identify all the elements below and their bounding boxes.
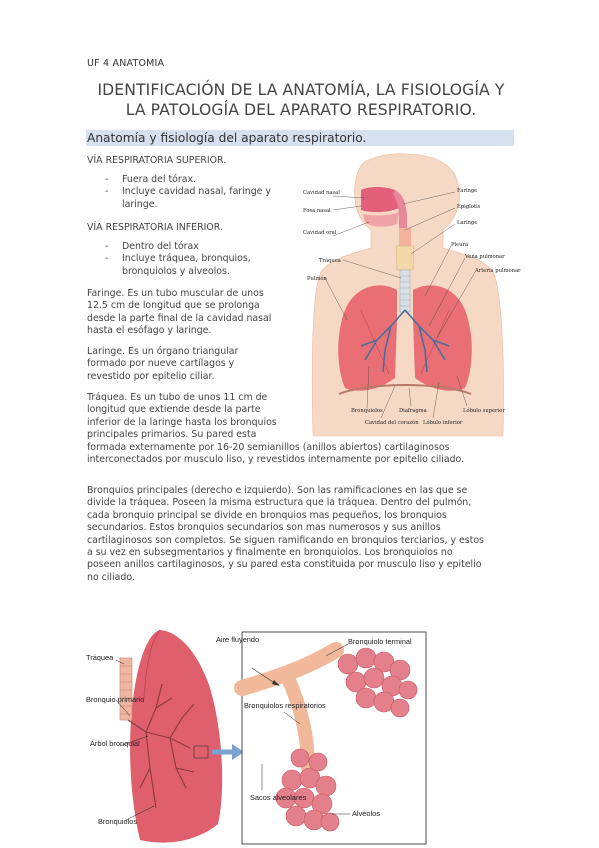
title-line-2: LA PATOLOGÍA DEL APARATO RESPIRATORIO.	[125, 101, 477, 119]
title-line-1: IDENTIFICACIÓN DE LA ANATOMÍA, LA FISIOLOGÍA Y	[97, 81, 505, 99]
list-item: - Incluye cavidad nasal, faringe y laringe.	[87, 186, 282, 211]
label-fosa-nasal: Fosa nasal	[303, 208, 331, 214]
lower-airway-list	[87, 241, 277, 278]
label-aire-fluyendo: Aire fluyendo	[216, 635, 260, 644]
label-cavidad-nasal: Cavidad nasal	[303, 190, 340, 196]
label-faringe: Faringe	[457, 188, 478, 194]
list-item: - Incluye tráquea, bronquios, bronquiolos y alveolos.	[87, 253, 262, 278]
label-arteria-pulmonar: Arteria pulmonar	[475, 268, 521, 274]
label-lobulo-inferior: Lóbulo inferior	[423, 420, 463, 426]
label-lobulo-superior: Lóbulo superior	[463, 408, 505, 414]
label-pulmon: Pulmón	[307, 276, 327, 282]
label-epiglotis: Epiglotis	[457, 204, 481, 210]
label-laringe: Laringe	[457, 220, 478, 226]
paragraph-traquea: Tráquea. Es un tubo de unos 11 cm de longitud que extiende desde la parte inferior de la laringe hasta los bronquios principales primarios. Su pared esta formada externamente por 16-20 semianillos (anillos abiertos) cartilaginosos interconectados por musculo liso, y revestidos internamente por epitelio ciliado.	[87, 392, 465, 466]
document-title	[86, 80, 516, 120]
upper-airway-list	[87, 174, 297, 211]
list-item: - Fuera del tórax.	[87, 174, 297, 186]
upper-airway-heading: VÍA RESPIRATORIA SUPERIOR.	[87, 155, 227, 166]
list-item: - Dentro del tórax	[87, 241, 277, 253]
label-bronquio-primario: Bronquio primario	[86, 695, 145, 704]
respiratory-system-figure	[299, 150, 521, 436]
section-title: Anatomía y fisiología del aparato respiratorio.	[87, 131, 367, 145]
paragraph-bronquios: Bronquios principales (derecho e izquierdo). Son las ramificaciones en las que se divide la tráquea. Poseen la misma estructura que la tráquea. Dentro del pulmón, cada bronquio principal se divide en bronquios mas pequeños, los bronquios secundarios. Estos bronquios secundarios son mas numerosos y sus anillos cartilaginosos son completos. Se siguen ramificando en bronquios terciarios, y estos a su vez en subsegmentarios y finalmente en bronquiolos. Los bronquiolos no poseen anillos cartilaginosos, y su pared esta constituida por musculo liso y epitelio no ciliado.	[87, 485, 484, 583]
label-bronquiolo-terminal: Bronquiolo terminal	[348, 637, 412, 646]
label-cavidad-corazon: Cavidad del corazón	[365, 420, 419, 426]
label-vena-pulmonar: Vena pulmonar	[465, 254, 505, 260]
lower-airway-heading: VÍA RESPIRATORIA INFERIOR.	[87, 222, 223, 233]
label-cavidad-oral: Cavidad oral	[303, 230, 337, 236]
paragraph-laringe: Laringe. Es un órgano triangular formado por nueve cartílagos y revestido por epitelio ciliar.	[87, 346, 239, 382]
label-sacos-alveolares: Sacos alveolares	[250, 793, 307, 802]
bronchial-tree-figure	[86, 628, 426, 846]
paragraph-faringe: Faringe. Es un tubo muscular de unos 12.5 cm de longitud que se prolonga desde la parte final de la cavidad nasal hasta el esófago y laringe.	[87, 288, 272, 337]
label-arbol-bronquial: Árbol bronquial	[90, 739, 140, 748]
label-bronquiolos-respiratorios: Bronquiolos respiratorios	[244, 701, 326, 710]
label-alveolos: Alvéolos	[352, 809, 380, 818]
label-traquea: Tráquea	[319, 258, 341, 264]
course-label: UF 4 ANATOMIA	[87, 58, 165, 69]
label-bronquiolos: Bronquiolos	[351, 408, 383, 414]
label-pleura: Pleura	[451, 242, 469, 248]
label-diafragma: Diafragma	[399, 408, 427, 414]
label-bronquiolos: Bronquiolos	[98, 817, 138, 826]
label-traquea: Tráquea	[86, 653, 114, 662]
